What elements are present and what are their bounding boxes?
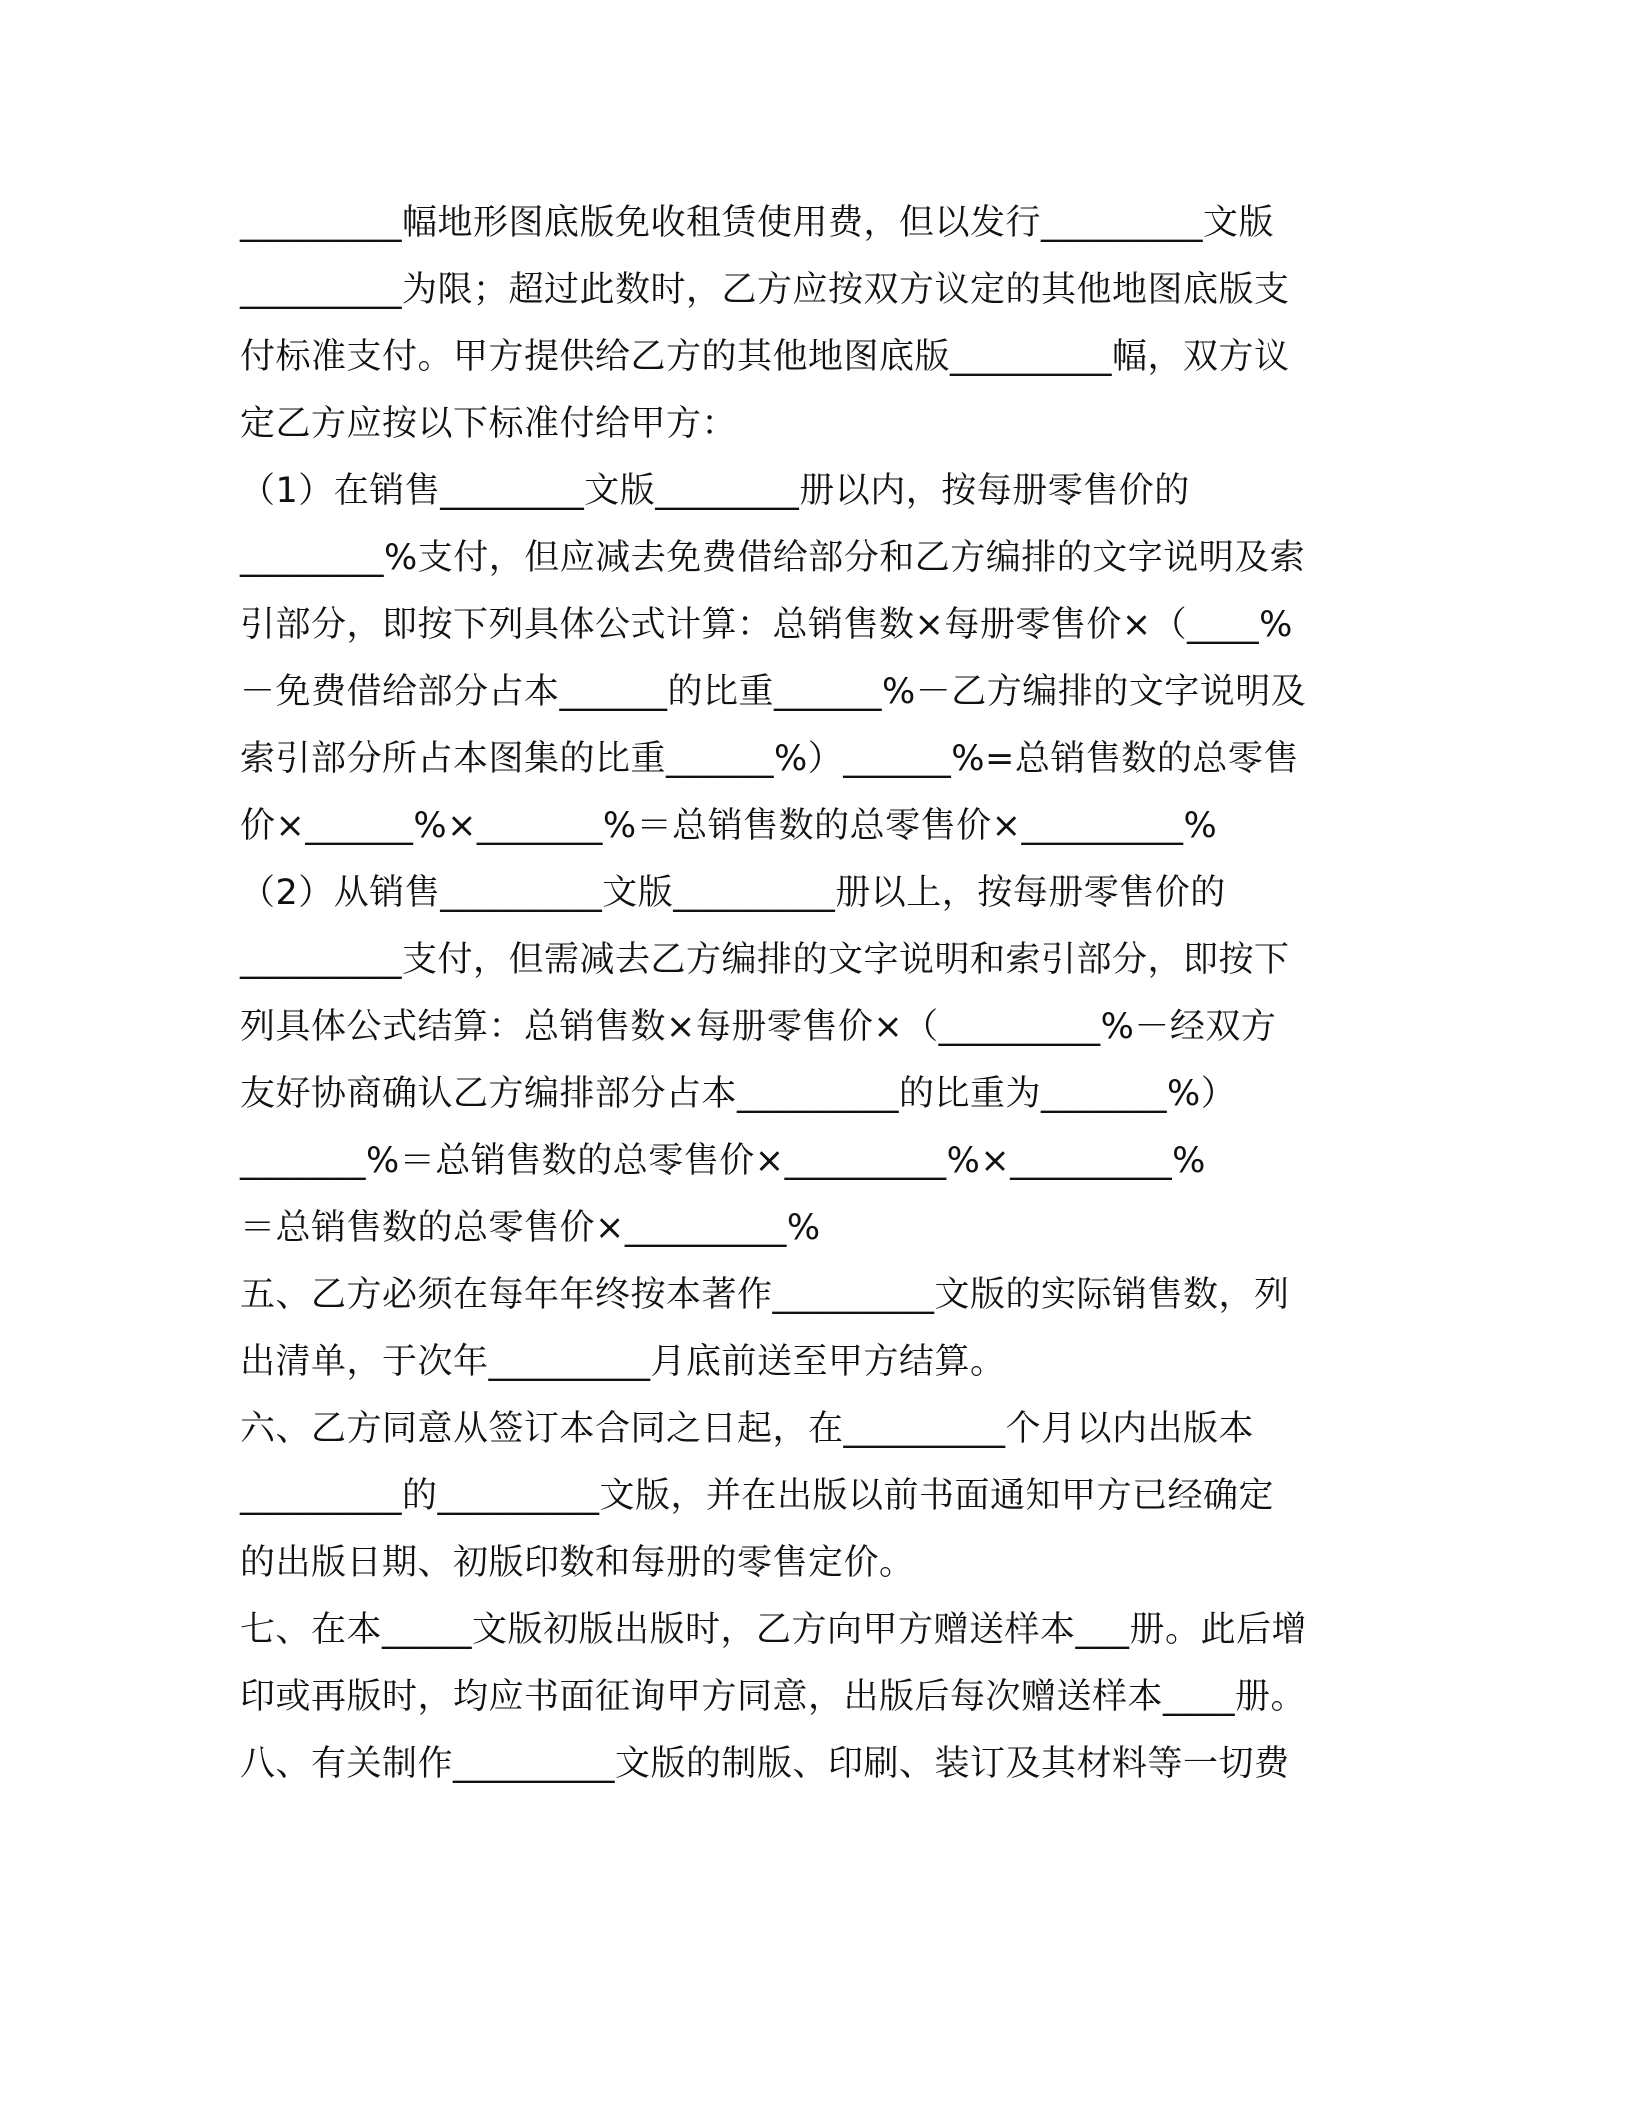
text-line: （1）在销售________文版________册以内，按每册零售价的 (240, 471, 1190, 511)
text-line: ＝总销售数的总零售价×_________% (240, 1208, 821, 1248)
text-line: 友好协商确认乙方编排部分占本_________的比重为_______%） (240, 1074, 1237, 1114)
text-line: 五、乙方必须在每年年终按本著作_________文版的实际销售数，列 (240, 1275, 1290, 1315)
text-line: －免费借给部分占本______的比重______%－乙方编排的文字说明及 (240, 672, 1307, 712)
text-line: _________支付，但需减去乙方编排的文字说明和索引部分，即按下 (240, 940, 1290, 980)
text-line: 价×______%×_______%＝总销售数的总零售价×_________% (240, 806, 1218, 846)
text-line: _________幅地形图底版免收租赁使用费，但以发行_________文版 (240, 203, 1275, 243)
text-line: 付标准支付。甲方提供给乙方的其他地图底版_________幅，双方议 (240, 337, 1290, 377)
contract-text (240, 190, 1392, 1798)
text-line: _________的_________文版，并在出版以前书面通知甲方已经确定 (240, 1476, 1275, 1516)
text-line: 八、有关制作_________文版的制版、印刷、装订及其材料等一切费 (240, 1744, 1290, 1784)
text-line: 出清单，于次年_________月底前送至甲方结算。 (240, 1342, 1006, 1382)
text-line: 引部分，即按下列具体公式计算：总销售数×每册零售价×（____% (240, 605, 1293, 645)
text-line: 的出版日期、初版印数和每册的零售定价。 (240, 1543, 915, 1583)
text-line: （2）从销售_________文版_________册以上，按每册零售价的 (240, 873, 1226, 913)
text-line: 列具体公式结算：总销售数×每册零售价×（_________%－经双方 (240, 1007, 1277, 1047)
text-line: 定乙方应按以下标准付给甲方： (240, 404, 738, 444)
text-line: 六、乙方同意从签订本合同之日起，在_________个月以内出版本 (240, 1409, 1255, 1449)
text-line: 印或再版时，均应书面征询甲方同意，出版后每次赠送样本____册。 (240, 1677, 1307, 1717)
text-line: _______%＝总销售数的总零售价×_________%×_________% (240, 1141, 1206, 1181)
text-line: 七、在本_____文版初版出版时，乙方向甲方赠送样本___册。此后增 (240, 1610, 1308, 1650)
text-line: ________%支付，但应减去免费借给部分和乙方编排的文字说明及索 (240, 538, 1306, 578)
text-line: _________为限；超过此数时，乙方应按双方议定的其他地图底版支 (240, 270, 1290, 310)
text-line: 索引部分所占本图集的比重______%）______%=总销售数的总零售 (240, 739, 1299, 779)
